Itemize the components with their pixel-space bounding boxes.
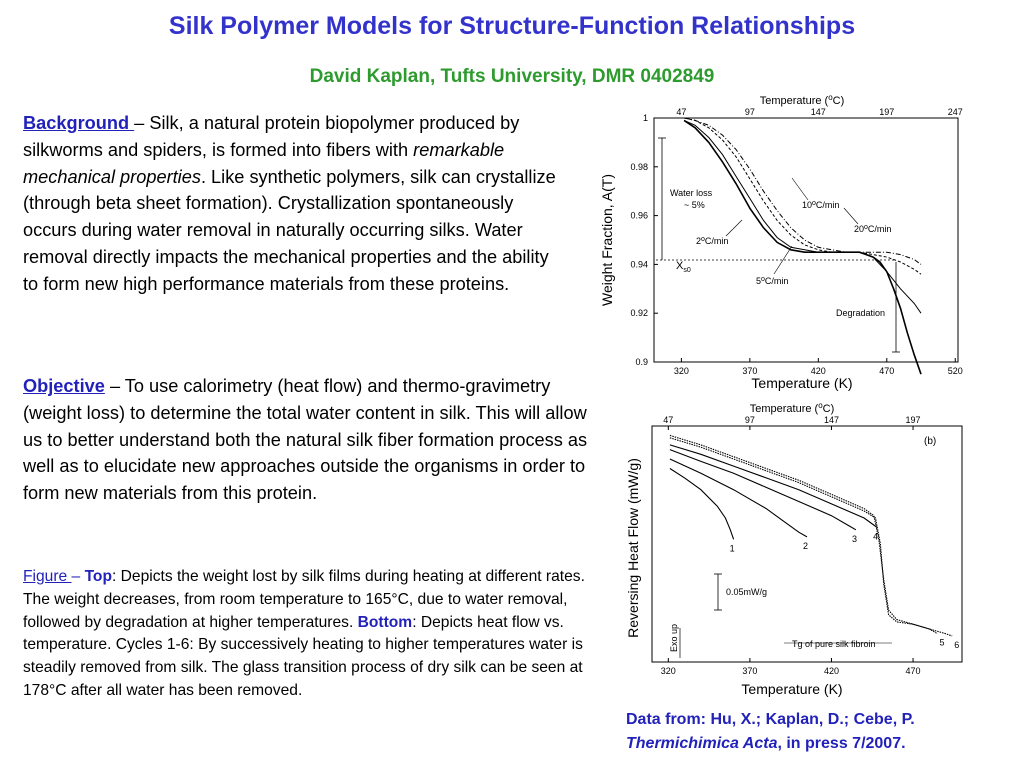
series-line-3 [670,450,856,530]
series-line-1 [670,469,734,540]
figure-caption [23,566,591,703]
objective-keyword: Objective [23,376,105,396]
rate-2-label: 2$^o$C/min [696,236,729,246]
y-tick-label: 0.94 [630,259,648,270]
water-loss-label: Water loss [670,188,713,198]
rate-20-pointer [844,208,858,224]
rate-5-label: 5$^o$C/min [756,276,789,286]
slide-title: Silk Polymer Models for Structure-Function Relationships [168,12,856,40]
background-keyword: Background [23,113,135,133]
y-tick-label: 0.96 [630,210,648,221]
weight-fraction-chart [596,90,976,395]
top-tick-label: 47 [663,415,674,425]
series-label-5: 5 [939,637,945,648]
top-label: Top [84,568,112,585]
top-tick-label: 197 [905,415,921,425]
exo-up-label: Exo up [669,623,679,653]
figure-dash: – [71,568,85,585]
x-axis-title: Temperature (K) [741,681,843,697]
y-axis-title: Reversing Heat Flow (mW/g) [625,458,641,638]
series-label-1: 1 [729,543,735,554]
series-line-2 [670,459,807,537]
x-tick-label: 320 [660,666,676,676]
series-line-3 [684,118,921,274]
x-tick-label: 420 [823,666,839,676]
series-label-4: 4 [873,531,879,542]
y-tick-label: 0.92 [630,308,648,319]
top-axis-title: Temperature ($^o$C) [749,401,835,415]
background-text-1: Silk, a natural protein biopolymer produced by silkworms and spiders, is formed into fibers with [23,113,520,160]
rate-20-label: 20$^o$C/min [854,224,892,234]
x-tick-label: 420 [810,366,826,376]
x-tick-label: 520 [947,366,963,376]
rate-2-pointer [726,220,742,236]
top-tick-label: 97 [744,415,755,425]
background-emphasis: remarkable mechanical properties [23,139,505,187]
y-axis-title: Weight Fraction, A(T) [599,173,615,307]
series-line-1 [684,120,921,374]
top-tick-label: 197 [879,107,895,117]
credit-line-1: Data from: Hu, X.; Kaplan, D.; Cebe, P. [626,711,915,728]
bottom-text: : Depicts heat flow vs. temperature. Cycles 1-6: By successively heating to higher temperatures water is steadily removed from silk. The glass transition process of dry silk can be seen at 178°C after all water has been removed. [23,613,583,699]
objective-paragraph [23,373,595,507]
rate-10-pointer [792,178,808,200]
top-axis-title: Temperature ($^o$C) [759,93,845,107]
series-label-3: 3 [851,533,857,544]
figure-keyword: Figure [23,568,72,585]
y-tick-label: 0.9 [635,357,648,367]
x-tick-label: 370 [742,366,758,376]
background-dash: – [134,113,150,133]
water-loss-value: ~ 5% [684,200,705,210]
top-tick-label: 147 [823,415,839,425]
top-tick-label: 247 [947,107,963,117]
series-line-4 [670,445,877,528]
degradation-label: Degradation [836,308,886,318]
tg-note: Tg of pure silk fibroin [792,639,876,649]
series-label-2: 2 [803,540,809,551]
background-paragraph [23,110,568,298]
x-tick-label: 370 [742,666,758,676]
series-label-6: 6 [954,640,960,651]
series-line-5 [670,438,938,634]
credit-line-2 [626,732,915,756]
background-text-2: . Like synthetic polymers, silk can crystallize (through beta sheet formation). Crystallization spontaneously occurs during water removal in naturally occurring silks. Water removal directly impacts the mechanical properties and the ability to form new high performance materials from these proteins. [23,166,556,294]
top-text: : Depicts the weight lost by silk films during heating at different rates. The weight decreases, from room temperature to 165°C, due to water removal, followed by degradation at higher temperatures. [23,568,585,631]
rate-10-label: 10$^o$C/min [802,200,840,210]
heat-flow-chart [622,398,972,700]
y-tick-label: 0.98 [630,161,648,172]
credit-line-2-rest: , in press 7/2007. [777,735,906,752]
x-tick-label: 470 [905,666,921,676]
top-tick-label: 147 [810,107,826,117]
top-tick-label: 47 [676,107,687,117]
x-axis-title: Temperature (K) [751,375,853,391]
credit-journal: Thermichimica Acta [626,735,778,752]
data-credit [626,708,915,756]
series-line-2 [684,120,921,313]
panel-label: (b) [924,436,937,447]
x-tick-label: 470 [879,366,895,376]
top-tick-label: 97 [744,107,755,117]
objective-text: – To use calorimetry (heat flow) and thermo-gravimetry (weight loss) to determine the total water content in silk. This will allow us to better understand both the natural silk fiber formation process as well as to elucidate new approaches outside the organisms in order to form new materials from this protein. [23,376,588,504]
y-tick-label: 1 [642,113,648,123]
x-tick-label: 320 [673,366,689,376]
bottom-label: Bottom [357,613,413,631]
scale-bar-label: 0.05mW/g [726,587,768,597]
x-s0-label: $X_{s0}$ [676,260,691,274]
slide-subtitle: David Kaplan, Tufts University, DMR 0402849 [309,66,715,87]
